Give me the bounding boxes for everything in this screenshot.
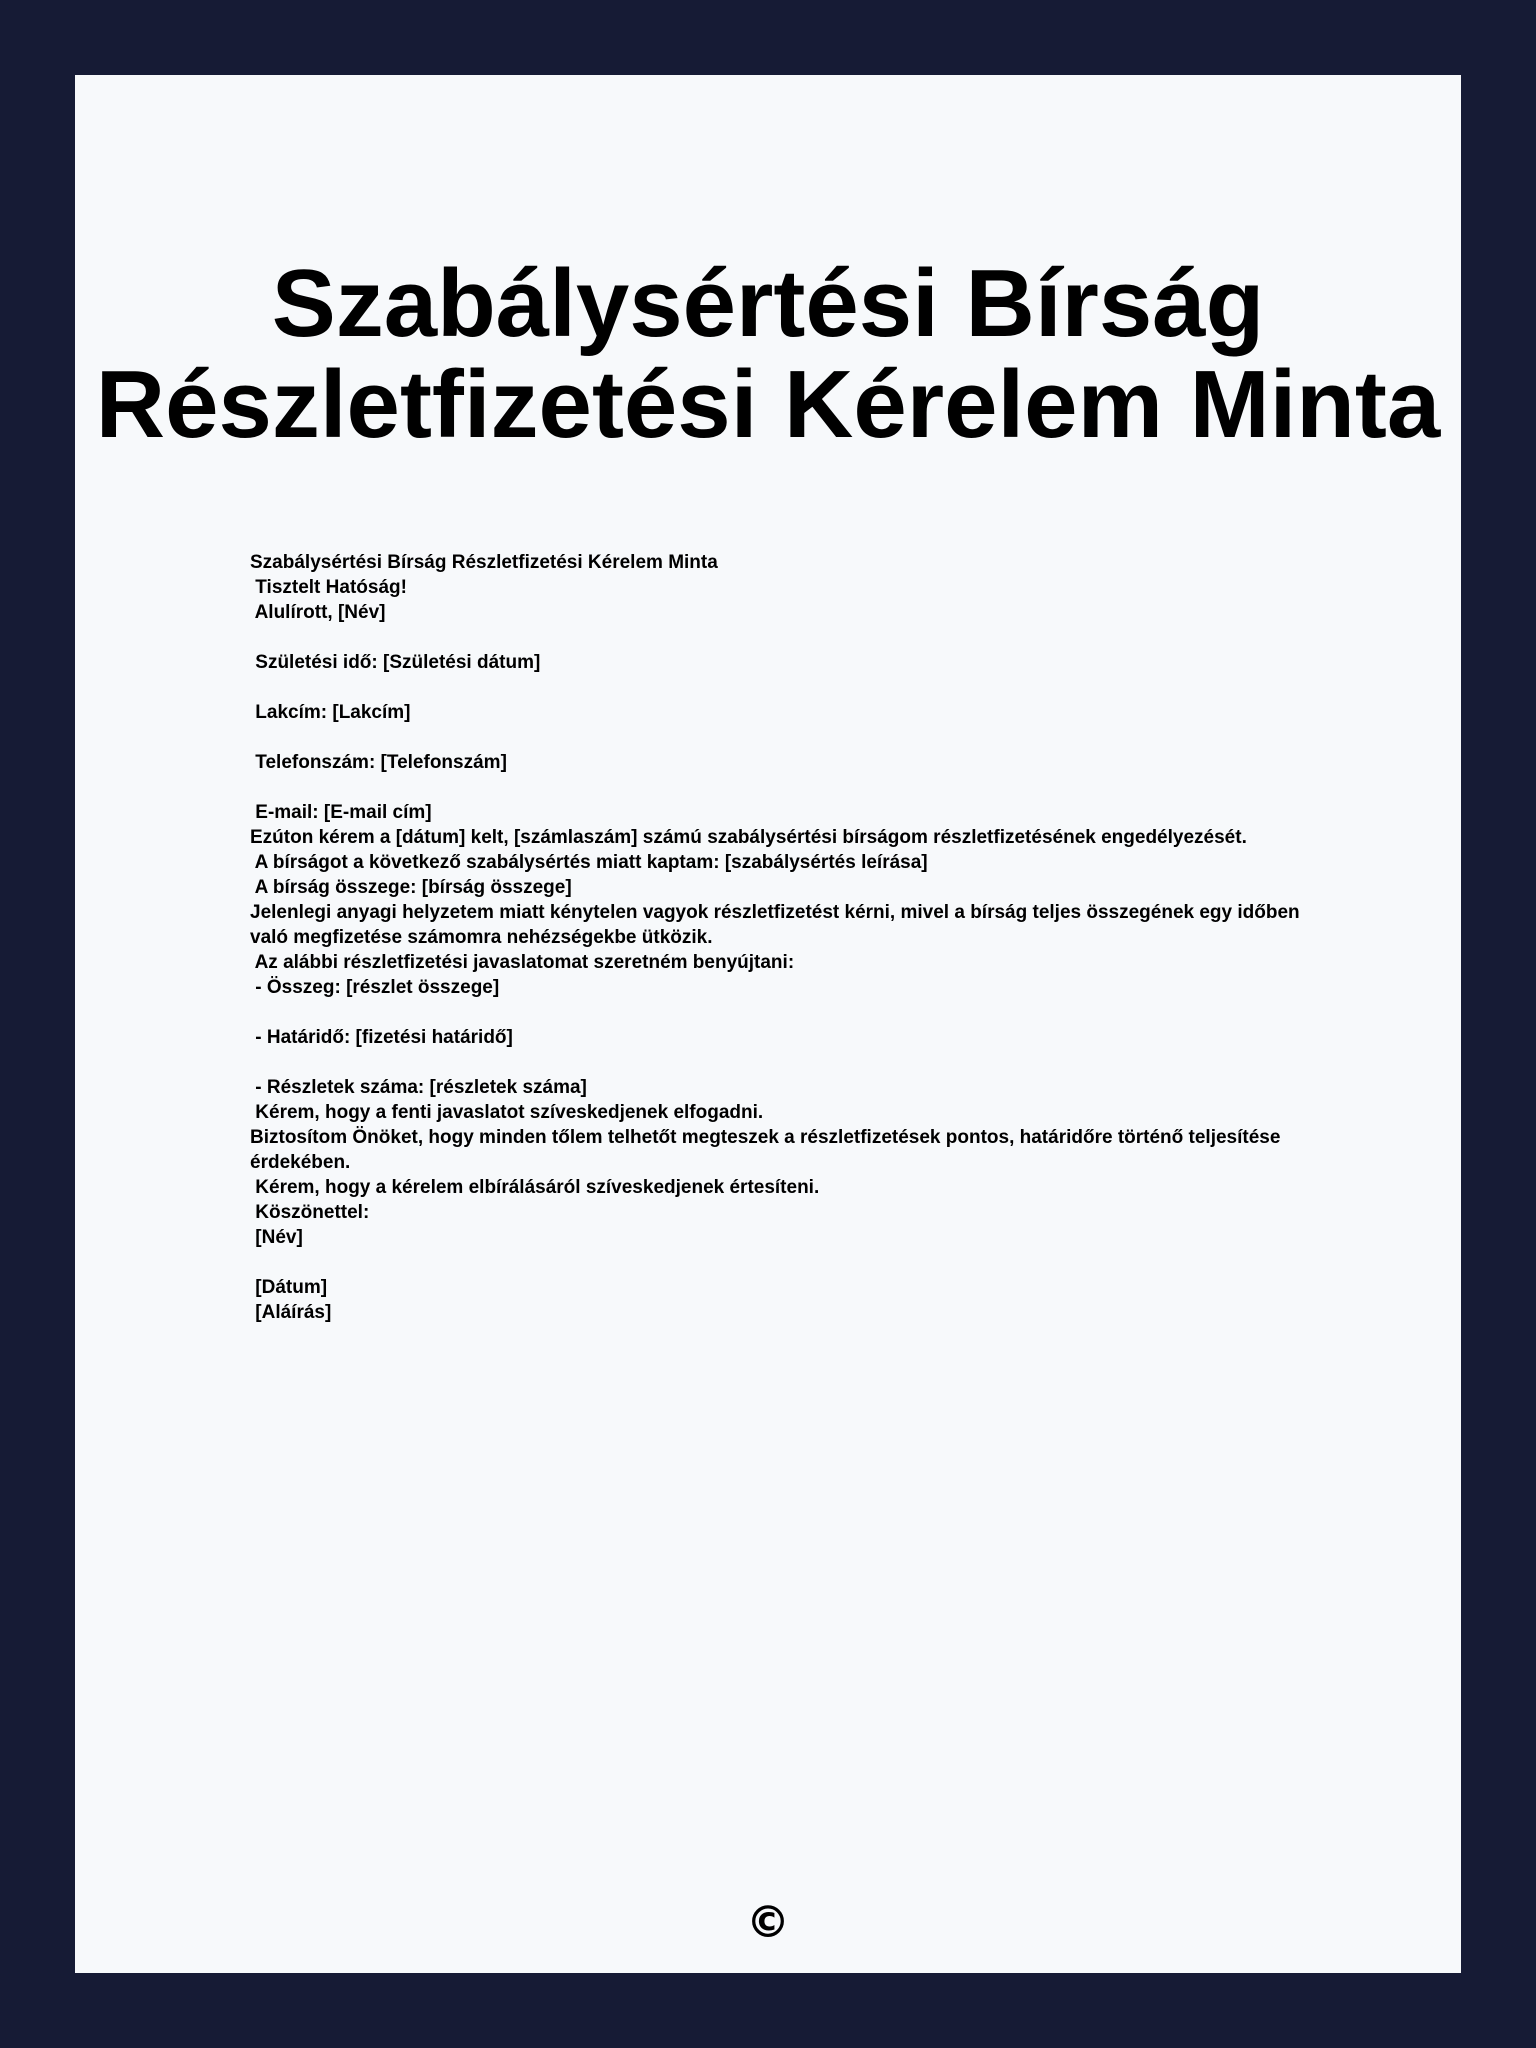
salutation: Tisztelt Hatóság!: [250, 577, 407, 598]
address-line: Lakcím: [Lakcím]: [250, 702, 411, 723]
blank-line: [250, 1000, 1310, 1025]
date-line: [Dátum]: [250, 1277, 328, 1298]
request-paragraph: Ezúton kérem a [dátum] kelt, [számlaszám] számú szabálysértési bírságom részletfizetésének engedélyezését.: [250, 827, 1247, 848]
violation-line: A bírságot a következő szabálysértés miatt kaptam: [szabálysértés leírása]: [250, 852, 928, 873]
financial-situation-paragraph: Jelenlegi anyagi helyzetem miatt kénytelen vagyok részletfizetést kérni, mivel a bírság teljes összegének egy időben való megfizetése számomra nehézségekbe ütközik.: [250, 902, 1300, 948]
closing-line: Köszönettel:: [250, 1202, 370, 1223]
installment-count-line: - Részletek száma: [részletek száma]: [250, 1077, 587, 1098]
letter-heading: Szabálysértési Bírság Részletfizetési Kérelem Minta: [250, 552, 718, 573]
notification-request-line: Kérem, hogy a kérelem elbírálásáról szíveskedjenek értesíteni.: [250, 1177, 820, 1198]
signature-line: [Aláírás]: [250, 1302, 332, 1323]
blank-line: [250, 1050, 1310, 1075]
blank-line: [250, 725, 1310, 750]
email-line: E-mail: [E-mail cím]: [250, 802, 432, 823]
page-title: [55, 250, 1481, 458]
document-page: [75, 75, 1461, 1973]
birth-date-line: Születési idő: [Születési dátum]: [250, 652, 541, 673]
installment-amount-line: - Összeg: [részlet összege]: [250, 977, 500, 998]
letter-body: [250, 550, 1310, 1325]
phone-line: Telefonszám: [Telefonszám]: [250, 752, 507, 773]
acceptance-request-line: Kérem, hogy a fenti javaslatot szíveskedjenek elfogadni.: [250, 1102, 764, 1123]
blank-line: [250, 775, 1310, 800]
deadline-line: - Határidő: [fizetési határidő]: [250, 1027, 513, 1048]
blank-line: [250, 1250, 1310, 1275]
proposal-intro-line: Az alábbi részletfizetési javaslatomat szeretném benyújtani:: [250, 952, 795, 973]
copyright-icon: ©: [746, 1897, 790, 1948]
name-line: Alulírott, [Név]: [250, 602, 386, 623]
blank-line: [250, 675, 1310, 700]
signature-name-line: [Név]: [250, 1227, 303, 1248]
title-line-1: Szabálysértési Bírság: [271, 250, 1265, 357]
title-line-2: Részletfizetési Kérelem Minta: [95, 351, 1441, 458]
blank-line: [250, 625, 1310, 650]
fine-amount-line: A bírság összege: [bírság összege]: [250, 877, 572, 898]
assurance-paragraph: Biztosítom Önöket, hogy minden tőlem telhetőt megteszek a részletfizetések pontos, határidőre történő teljesítése érdekében.: [250, 1127, 1281, 1173]
